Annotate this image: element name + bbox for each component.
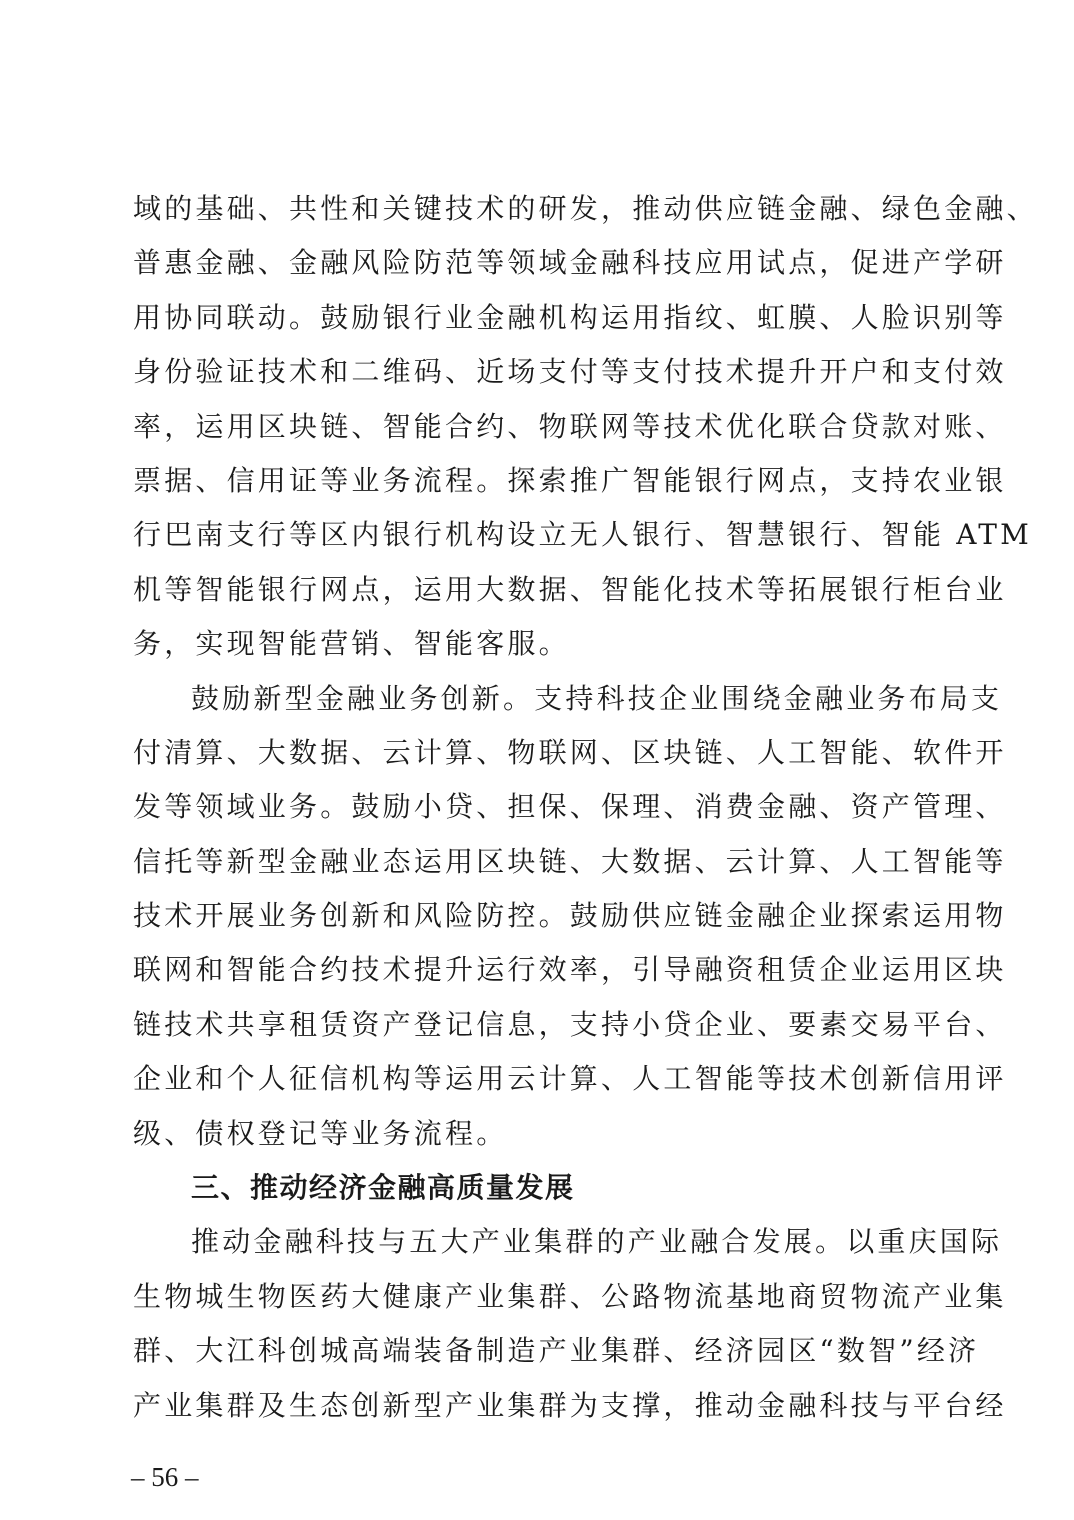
text-line: 普惠金融、金融风险防范等领域金融科技应用试点，促进产学研 xyxy=(133,246,1007,280)
text-line: 企业和个人征信机构等运用云计算、人工智能等技术创新信用评 xyxy=(133,1062,1007,1096)
text-line: 机等智能银行网点，运用大数据、智能化技术等拓展银行柜台业 xyxy=(133,572,1007,606)
text-line: 票据、信用证等业务流程。探索推广智能银行网点，支持农业银 xyxy=(133,463,1007,497)
text-line: 身份验证技术和二维码、近场支付等支付技术提升开户和支付效 xyxy=(133,355,1007,389)
page-number: – 56 – xyxy=(131,1462,199,1492)
text-line: 发等领域业务。鼓励小贷、担保、保理、消费金融、资产管理、 xyxy=(133,790,1007,824)
paragraph xyxy=(133,672,1007,1162)
paragraph xyxy=(133,182,1038,672)
text-line: 付清算、大数据、云计算、物联网、区块链、人工智能、软件开 xyxy=(133,735,1007,769)
text-line: 联网和智能合约技术提升运行效率，引导融资租赁企业运用区块 xyxy=(133,953,1007,987)
document-body xyxy=(133,182,1038,1433)
text-line: 用协同联动。鼓励银行业金融机构运用指纹、虹膜、人脸识别等 xyxy=(133,300,1007,334)
text-line: 域的基础、共性和关键技术的研发，推动供应链金融、绿色金融、 xyxy=(133,192,1038,225)
text-line: 务，实现智能营销、智能客服。 xyxy=(133,627,570,661)
text-line: 鼓励新型金融业务创新。支持科技企业围绕金融业务布局支 xyxy=(191,681,1003,715)
text-line: 行巴南支行等区内银行机构设立无人银行、智慧银行、智能 ATM xyxy=(133,518,1032,552)
section-heading: 三、推动经济金融高质量发展 xyxy=(191,1171,575,1205)
text-line: 链技术共享租赁资产登记信息，支持小贷企业、要素交易平台、 xyxy=(133,1007,1007,1041)
text-line: 群、大江科创城高端装备制造产业集群、经济园区“数智”经济 xyxy=(133,1334,980,1368)
text-line: 率，运用区块链、智能合约、物联网等技术优化联合贷款对账、 xyxy=(133,409,1007,443)
text-line: 产业集群及生态创新型产业集群为支撑，推动金融科技与平台经 xyxy=(133,1388,1007,1422)
text-line: 级、债权登记等业务流程。 xyxy=(133,1116,508,1150)
text-line: 推动金融科技与五大产业集群的产业融合发展。以重庆国际 xyxy=(191,1225,1003,1259)
paragraph xyxy=(133,1215,1007,1433)
text-line: 信托等新型金融业态运用区块链、大数据、云计算、人工智能等 xyxy=(133,844,1007,878)
text-line: 生物城生物医药大健康产业集群、公路物流基地商贸物流产业集 xyxy=(133,1279,1007,1313)
text-line: 技术开展业务创新和风险防控。鼓励供应链金融企业探索运用物 xyxy=(133,899,1007,933)
